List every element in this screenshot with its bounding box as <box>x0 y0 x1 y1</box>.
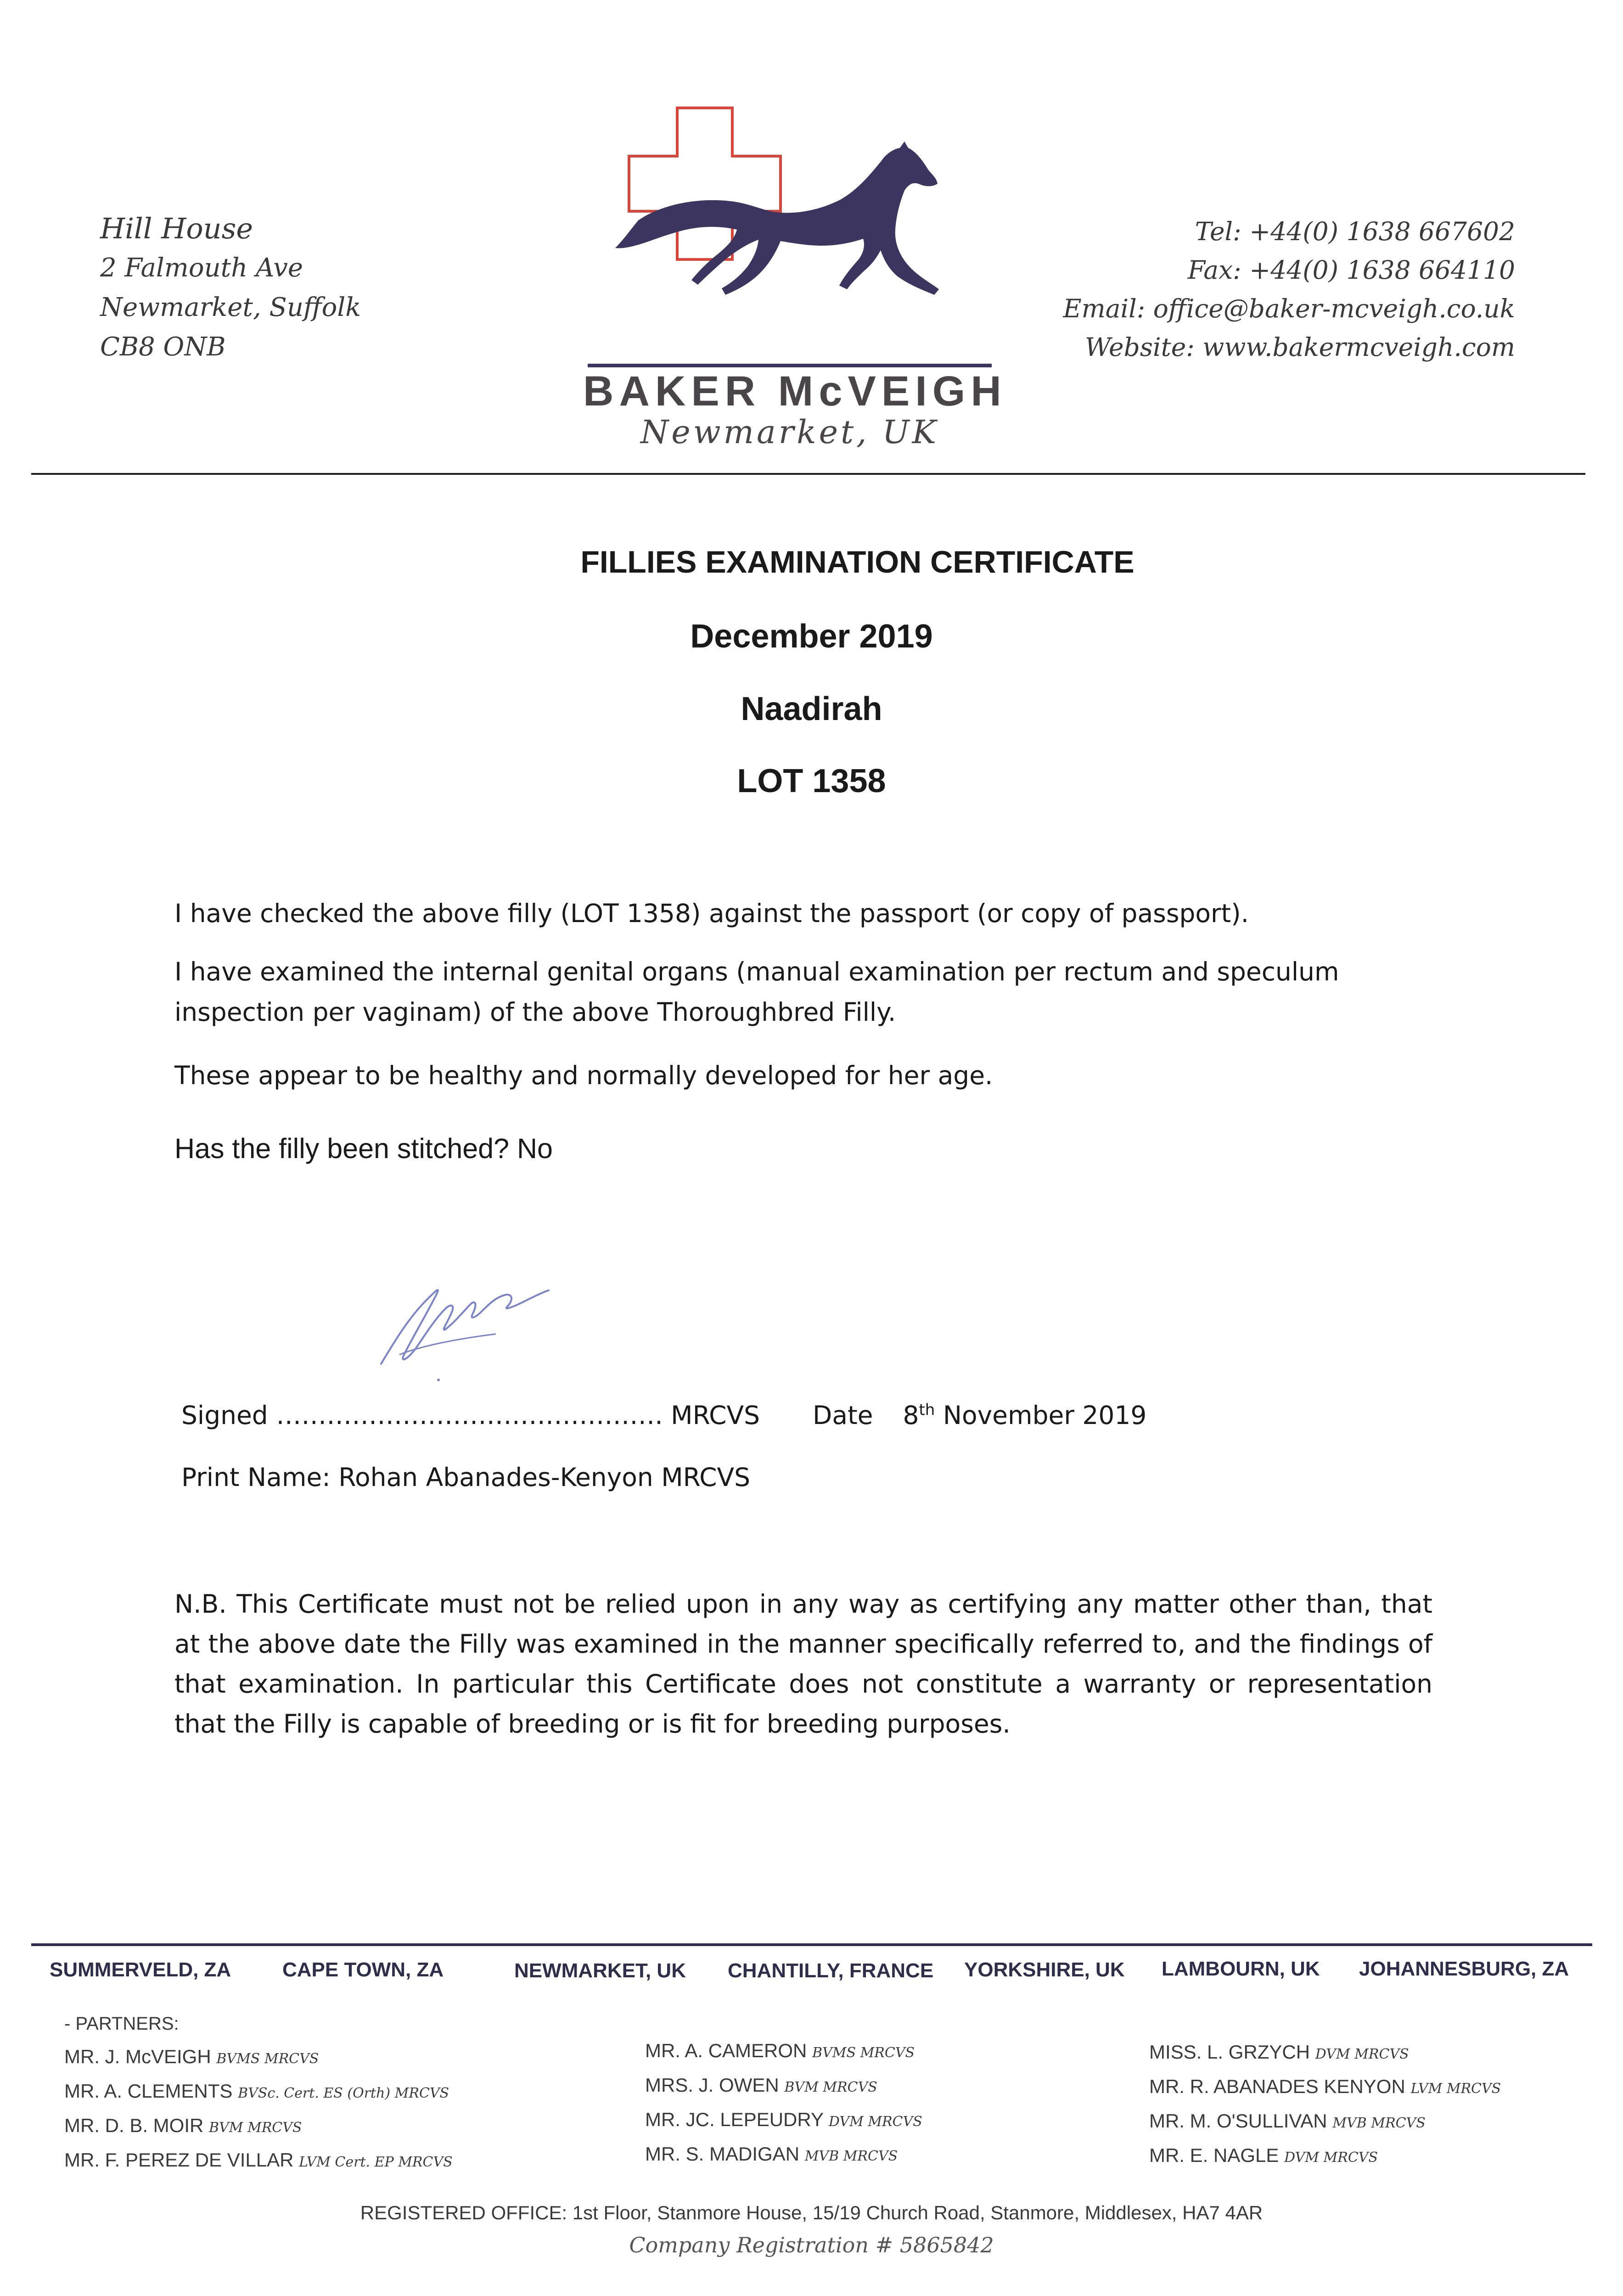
horse-name: Naadirah <box>741 691 882 727</box>
signature-image <box>367 1249 560 1387</box>
brand-location: Newmarket, UK <box>640 413 939 451</box>
logo-underline <box>588 364 992 367</box>
contact-block <box>1010 212 1515 366</box>
stitched-answer: Has the filly been stitched? No <box>174 1133 553 1164</box>
contact-tel: Tel: +44(0) 1638 667602 <box>1195 217 1515 246</box>
statement-examination: I have examined the internal genital organs (manual examination per rectum and speculum inspection per vaginam) of the above Thoroughbred Filly. <box>174 957 1339 1027</box>
partner-entry: MR. S. MADIGAN MVB MRCVS <box>645 2143 898 2165</box>
partner-entry: MRS. J. OWEN BVM MRCVS <box>645 2074 877 2096</box>
statement-passport: I have checked the above filly (LOT 1358) against the passport (or copy of passport). <box>174 899 1249 928</box>
contact-website: Website: www.bakermcveigh.com <box>1085 332 1515 362</box>
disclaimer-note: N.B. This Certificate must not be relied upon in any way as certifying any matter other than, that at the above date the Filly was examined in the manner specifically referred to, and the findings of that examination. In particular this Certificate does not constitute a warranty or representation that the Filly is capable of breeding or is fit for breeding purposes. <box>174 1589 1432 1739</box>
partner-entry: MR. A. CLEMENTS BVSc. Cert. ES (Orth) MRCVS <box>64 2080 449 2102</box>
statement-healthy: These appear to be healthy and normally developed for her age. <box>174 1061 993 1090</box>
signature-line <box>181 1401 1146 1430</box>
horse-icon <box>615 141 939 295</box>
address-line: 2 Falmouth Ave <box>100 253 303 283</box>
address-block <box>100 209 467 367</box>
partners-column <box>64 2046 453 2183</box>
sale-date: December 2019 <box>690 618 933 655</box>
date-rest: November 2019 <box>943 1401 1147 1430</box>
address-line: Newmarket, Suffolk <box>100 293 361 322</box>
partners-column <box>645 2040 922 2178</box>
contact-email: Email: office@baker-mcveigh.co.uk <box>1063 294 1515 323</box>
date-day: 8 <box>903 1401 919 1430</box>
partners-label: - PARTNERS: <box>64 2014 179 2034</box>
print-name: Print Name: Rohan Abanades-Kenyon MRCVS <box>181 1463 751 1492</box>
company-registration: Company Registration # 5865842 <box>629 2233 994 2257</box>
partner-entry: MR. JC. LEPEUDRY DVM MRCVS <box>645 2109 922 2130</box>
partner-entry: MR. J. McVEIGH BVMS MRCVS <box>64 2046 319 2067</box>
partner-entry: MR. A. CAMERON BVMS MRCVS <box>645 2040 915 2061</box>
location-item: CAPE TOWN, ZA <box>282 1958 444 1981</box>
partner-entry: MR. M. O'SULLIVAN MVB MRCVS <box>1149 2110 1426 2132</box>
location-item: YORKSHIRE, UK <box>964 1958 1125 1981</box>
header-divider <box>31 473 1585 475</box>
certificate-title: FILLIES EXAMINATION CERTIFICATE <box>580 545 1134 580</box>
address-line: Hill House <box>100 212 253 245</box>
registered-office: REGISTERED OFFICE: 1st Floor, Stanmore House, 15/19 Church Road, Stanmore, Middlesex, HA7 4AR <box>360 2202 1263 2223</box>
partner-entry: MR. D. B. MOIR BVM MRCVS <box>64 2115 302 2136</box>
location-item: NEWMARKET, UK <box>514 1959 686 1982</box>
partner-entry: MR. F. PEREZ DE VILLAR LVM Cert. EP MRCVS <box>64 2149 453 2171</box>
signed-label: Signed ………………………………………. MRCVS <box>181 1401 760 1430</box>
partner-entry: MR. E. NAGLE DVM MRCVS <box>1149 2144 1378 2166</box>
brand-name: BAKER McVEIGH <box>583 368 1007 415</box>
date-suffix: th <box>919 1401 935 1419</box>
location-item: CHANTILLY, FRANCE <box>728 1959 934 1982</box>
footer-divider <box>31 1943 1592 1946</box>
lot-number: LOT 1358 <box>737 763 886 799</box>
location-item: SUMMERVELD, ZA <box>50 1958 231 1981</box>
partner-entry: MR. R. ABANADES KENYON LVM MRCVS <box>1149 2076 1501 2097</box>
office-locations <box>46 1954 1589 1991</box>
contact-fax: Fax: +44(0) 1638 664110 <box>1187 255 1515 285</box>
partner-entry: MISS. L. GRZYCH DVM MRCVS <box>1149 2041 1409 2063</box>
date-label: Date <box>813 1401 873 1430</box>
location-item: LAMBOURN, UK <box>1162 1958 1320 1980</box>
location-item: JOHANNESBURG, ZA <box>1359 1958 1569 1980</box>
partners-column <box>1149 2041 1501 2179</box>
address-line: CB8 ONB <box>100 332 226 362</box>
